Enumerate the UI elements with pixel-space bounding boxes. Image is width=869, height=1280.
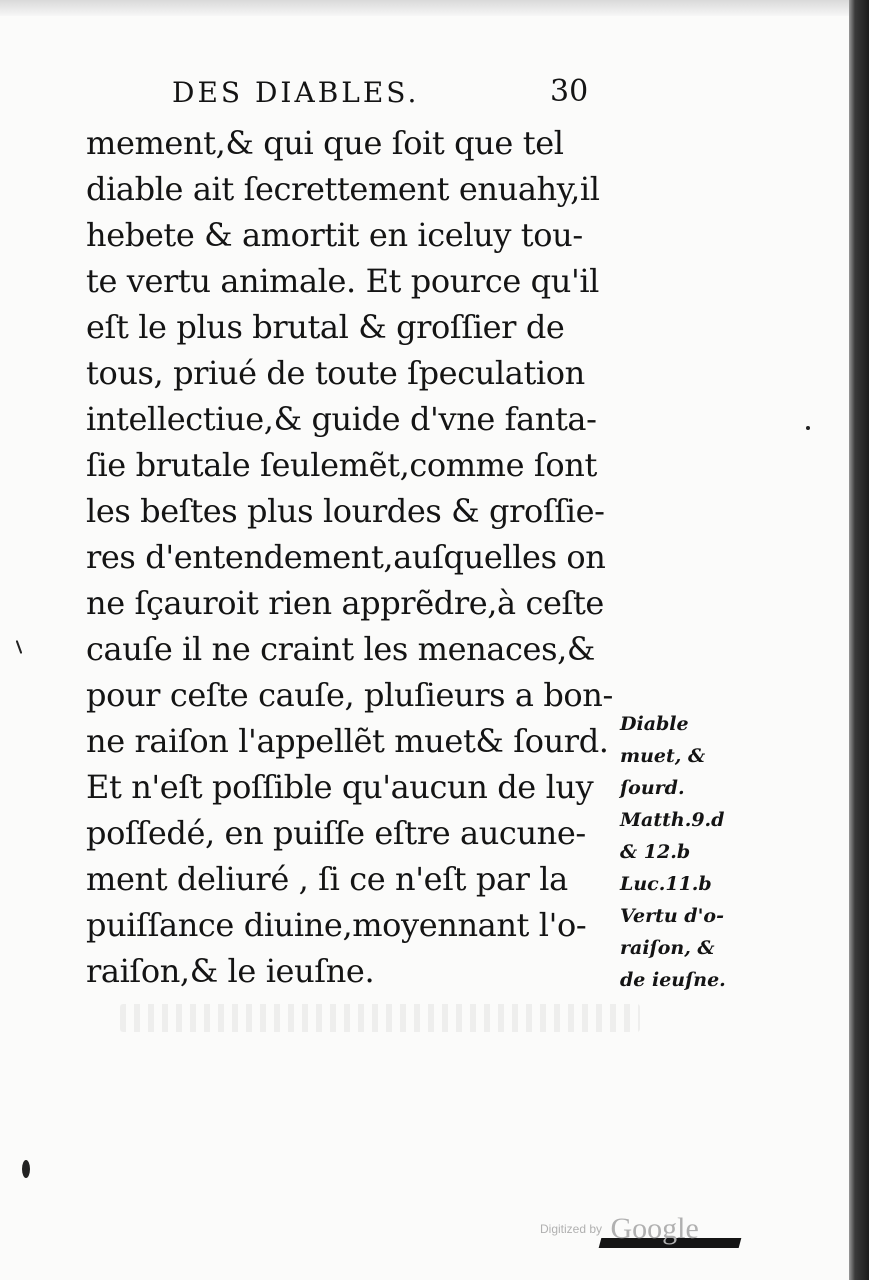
text-line: res d'entendement,auſquelles on [86, 538, 606, 576]
text-line: ne ſçauroit rien apprẽdre,à ceſte [86, 584, 604, 622]
text-line: diable ait ſecrettement enuahy,il [86, 170, 600, 208]
text-line: pour ceſte cauſe, pluſieurs a bon- [86, 676, 613, 714]
text-line: ne raiſon l'appellẽt muet& ſourd. [86, 722, 609, 760]
scan-right-edge [849, 0, 869, 1280]
scan-top-edge [0, 0, 869, 16]
text-line: te vertu animale. Et pource qu'il [86, 262, 600, 300]
text-line: tous, priué de toute ſpeculation [86, 354, 585, 392]
google-logo: Google [610, 1212, 699, 1245]
text-line: ment deliuré , ſi ce n'eſt par la [86, 860, 568, 898]
margin-note: muet, & [620, 745, 706, 767]
text-line: Et n'eſt poſſible qu'aucun de luy [86, 768, 594, 806]
ink-speck [22, 1160, 30, 1178]
text-line: intellectiue,& guide d'vne fanta- [86, 400, 597, 438]
body-text [86, 120, 626, 994]
margin-notes [620, 708, 750, 996]
ink-speck [16, 640, 23, 654]
margin-note: Matth.9.d [620, 809, 725, 831]
margin-note: Luc.11.b [620, 873, 712, 895]
margin-note: & 12.b [620, 841, 691, 863]
text-line: poſſedé, en puiſſe eſtre aucune- [86, 814, 586, 852]
text-line: ſie brutale ſeulemẽt,comme ſont [86, 446, 597, 484]
text-line: puiſſance diuine,moyennant l'o- [86, 906, 587, 944]
margin-note: Diable [620, 713, 689, 735]
digitized-by-label: Digitized by [540, 1222, 603, 1236]
margin-note: de ieuſne. [620, 969, 726, 991]
margin-note: ſourd. [620, 777, 685, 799]
margin-note: Vertu d'o- [620, 905, 724, 927]
text-line: les beſtes plus lourdes & groſſie- [86, 492, 605, 530]
show-through-text [120, 1004, 640, 1032]
page-number: 30 [550, 74, 589, 109]
margin-note: raiſon, & [620, 937, 715, 959]
text-line: mement,& qui que ſoit que tel [86, 124, 564, 162]
running-title: DES DIABLES. [172, 76, 420, 109]
text-line: cauſe il ne craint les menaces,& [86, 630, 595, 668]
ink-speck [806, 426, 810, 430]
text-line: raiſon,& le ieuſne. [86, 952, 375, 990]
text-line: hebete & amortit en iceluy tou- [86, 216, 583, 254]
text-line: eſt le plus brutal & groſſier de [86, 308, 565, 346]
digitized-watermark [540, 1212, 699, 1246]
